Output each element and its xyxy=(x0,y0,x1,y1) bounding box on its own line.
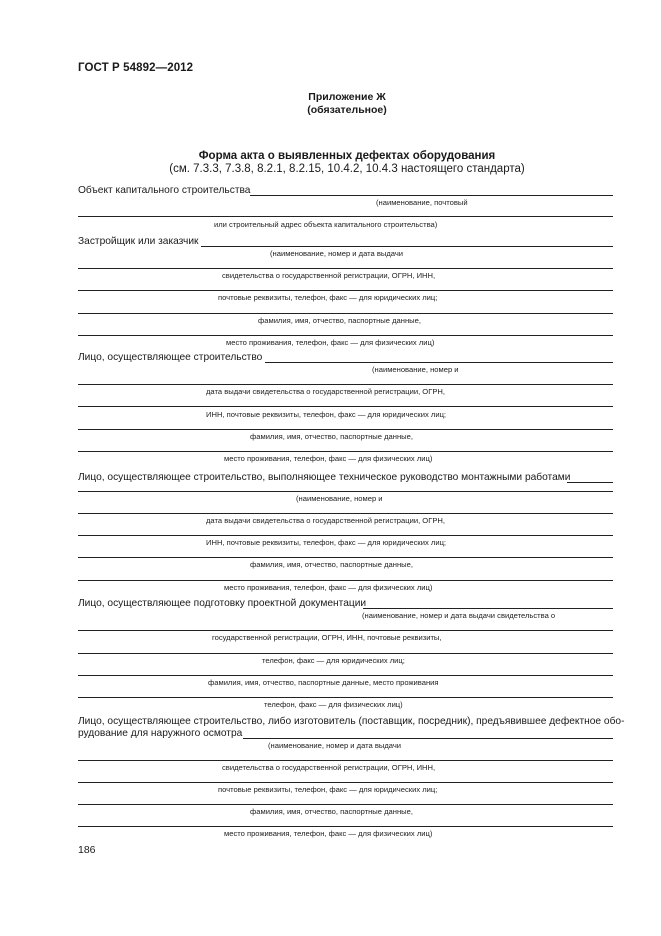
field-caption: свидетельства о государственной регистрации, ОГРН, ИНН, xyxy=(222,271,436,280)
field-caption: место проживания, телефон, факс — для физических лиц) xyxy=(226,338,435,347)
designer-field-line[interactable] xyxy=(78,675,613,676)
builder-label: Лицо, осуществляющее строительство xyxy=(78,352,263,363)
tech-supervisor-field-line[interactable] xyxy=(78,535,613,536)
appendix-status: (обязательное) xyxy=(307,104,387,116)
field-caption: фамилия, имя, отчество, паспортные данные, место проживания xyxy=(208,678,439,687)
presenter-field-line[interactable] xyxy=(78,760,613,761)
presenter-label-line2: рудование для наружного осмотра xyxy=(78,728,243,739)
tech-supervisor-label: Лицо, осуществляющее строительство, выполняющее техническое руководство монтажными работами xyxy=(78,472,571,483)
developer-field-line[interactable] xyxy=(78,290,613,291)
developer-field-line[interactable] xyxy=(78,313,613,314)
developer-field-line[interactable] xyxy=(78,268,613,269)
builder-field-line[interactable] xyxy=(78,384,613,385)
field-caption: (наименование, номер и дата выдачи xyxy=(270,249,404,258)
object-label: Объект капитального строительства xyxy=(78,185,251,196)
field-caption: ИНН, почтовые реквизиты, телефон, факс — для юридических лиц; xyxy=(206,538,447,547)
developer-field-line[interactable] xyxy=(78,335,613,336)
form-subtitle: (см. 7.3.3, 7.3.8, 8.2.1, 8.2.15, 10.4.2, 10.4.3 настоящего стандарта) xyxy=(169,163,525,175)
presenter-label-line1: Лицо, осуществляющее строительство, либо изготовитель (поставщик, посредник), предъявившее дефектное обо- xyxy=(78,716,625,727)
presenter-field-line[interactable] xyxy=(78,782,613,783)
tech-supervisor-field-line[interactable] xyxy=(78,491,613,492)
page-number: 186 xyxy=(78,844,96,856)
field-caption: (наименование, номер и дата выдачи xyxy=(268,741,402,750)
builder-field-line[interactable] xyxy=(78,406,613,407)
developer-field-line[interactable] xyxy=(201,246,613,247)
field-caption: (наименование, номер и дата выдачи свидетельства о xyxy=(362,611,556,620)
field-caption: телефон, факс — для физических лиц) xyxy=(264,700,403,709)
field-caption: свидетельства о государственной регистрации, ОГРН, ИНН, xyxy=(222,763,436,772)
field-caption: почтовые реквизиты, телефон, факс — для юридических лиц; xyxy=(218,293,438,302)
tech-supervisor-field-line[interactable] xyxy=(78,557,613,558)
designer-label: Лицо, осуществляющее подготовку проектной документации xyxy=(78,598,367,609)
field-caption: место проживания, телефон, факс — для физических лиц) xyxy=(224,829,433,838)
tech-supervisor-field-line[interactable] xyxy=(567,482,613,483)
designer-field-line[interactable] xyxy=(78,697,613,698)
builder-field-line[interactable] xyxy=(265,362,613,363)
developer-label: Застройщик или заказчик xyxy=(78,236,199,247)
presenter-field-line[interactable] xyxy=(78,826,613,827)
field-caption: (наименование, почтовый xyxy=(376,198,468,207)
field-caption: фамилия, имя, отчество, паспортные данные, xyxy=(250,432,413,441)
field-caption: или строительный адрес объекта капитального строительства) xyxy=(214,220,438,229)
designer-field-line[interactable] xyxy=(78,630,613,631)
field-caption: государственной регистрации, ОГРН, ИНН, почтовые реквизиты, xyxy=(212,633,442,642)
designer-field-line[interactable] xyxy=(78,653,613,654)
field-caption: почтовые реквизиты, телефон, факс — для юридических лиц; xyxy=(218,785,438,794)
field-caption: дата выдачи свидетельства о государственной регистрации, ОГРН, xyxy=(206,387,445,396)
tech-supervisor-field-line[interactable] xyxy=(78,513,613,514)
field-caption: фамилия, имя, отчество, паспортные данные, xyxy=(250,807,413,816)
designer-field-line[interactable] xyxy=(363,608,613,609)
field-caption: (наименование, номер и xyxy=(296,494,383,503)
field-caption: телефон, факс — для юридических лиц; xyxy=(262,656,405,665)
object-field-line[interactable] xyxy=(78,216,613,217)
presenter-field-line[interactable] xyxy=(78,804,613,805)
field-caption: фамилия, имя, отчество, паспортные данные, xyxy=(250,560,413,569)
builder-field-line[interactable] xyxy=(78,429,613,430)
presenter-field-line[interactable] xyxy=(243,738,613,739)
form-title: Форма акта о выявленных дефектах оборудования xyxy=(198,150,496,162)
field-caption: место проживания, телефон, факс — для физических лиц) xyxy=(224,454,433,463)
tech-supervisor-field-line[interactable] xyxy=(78,580,613,581)
appendix-title: Приложение Ж xyxy=(308,91,386,103)
field-caption: ИНН, почтовые реквизиты, телефон, факс — для юридических лиц; xyxy=(206,410,447,419)
field-caption: дата выдачи свидетельства о государственной регистрации, ОГРН, xyxy=(206,516,445,525)
field-caption: фамилия, имя, отчество, паспортные данные, xyxy=(258,316,421,325)
field-caption: место проживания, телефон, факс — для физических лиц) xyxy=(224,583,433,592)
builder-field-line[interactable] xyxy=(78,451,613,452)
document-id: ГОСТ Р 54892—2012 xyxy=(78,62,194,74)
object-field-line[interactable] xyxy=(250,195,613,196)
field-caption: (наименование, номер и xyxy=(372,365,459,374)
